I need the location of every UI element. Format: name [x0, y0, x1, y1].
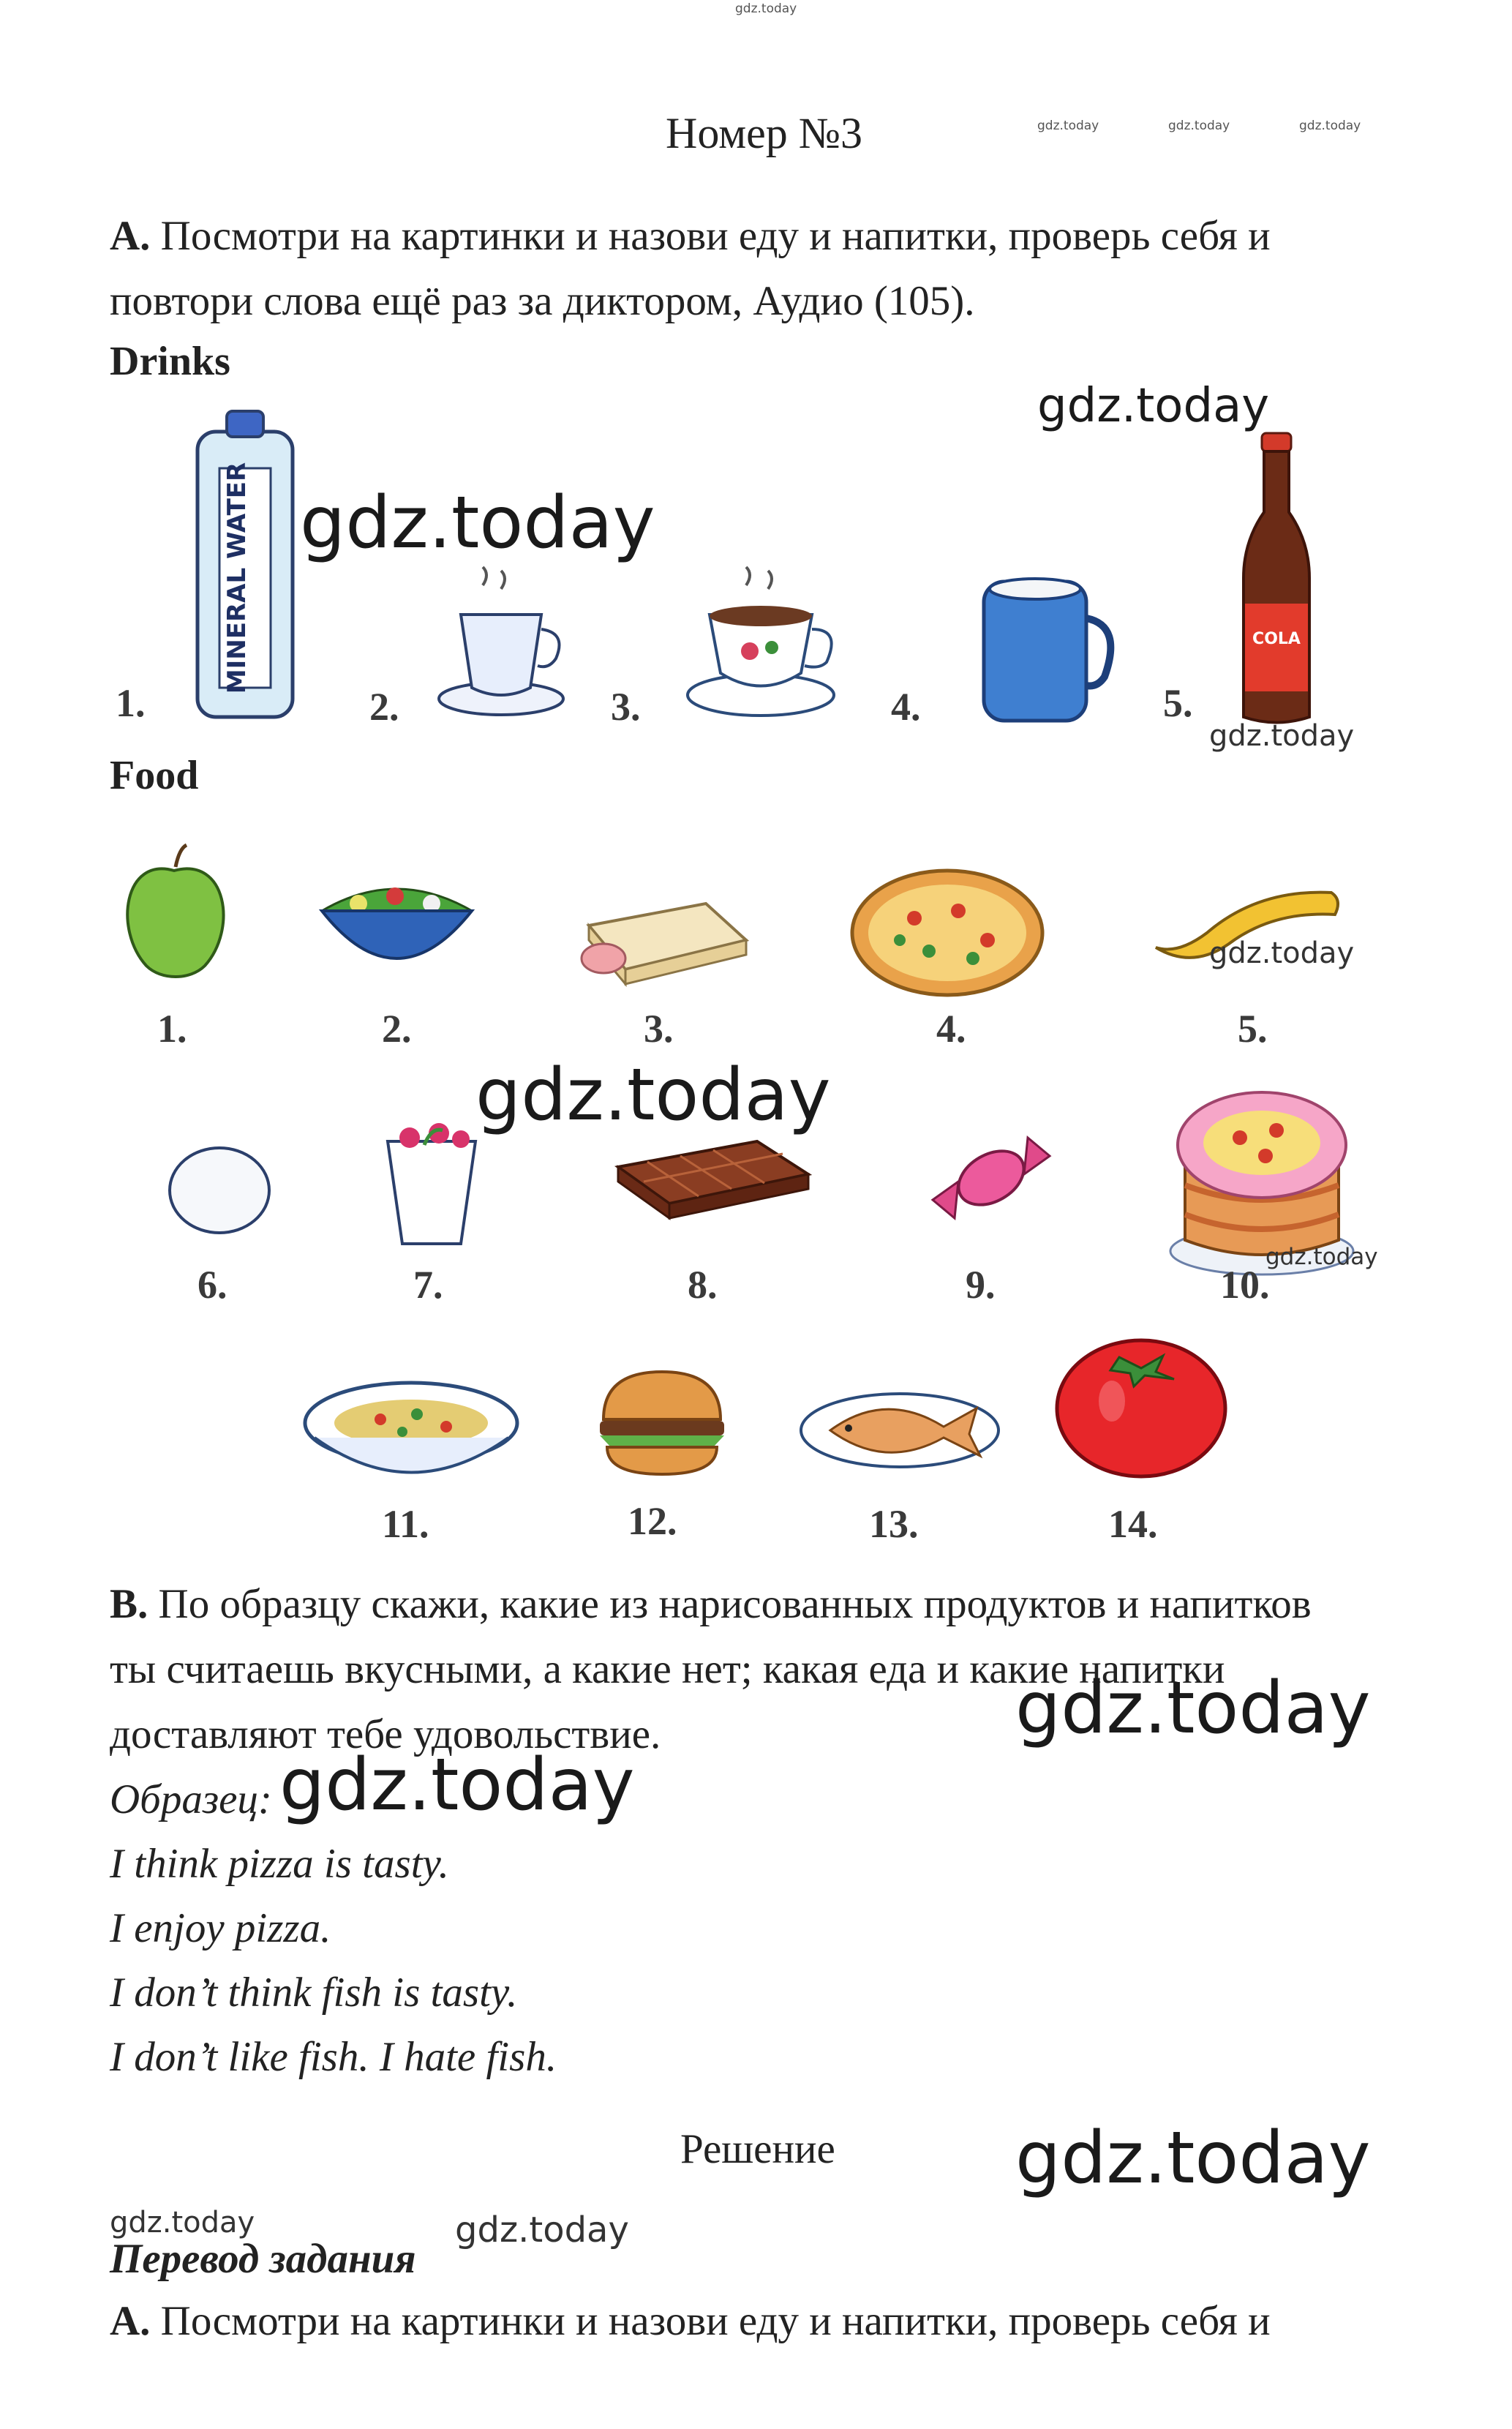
watermark-drinks-right: gdz.today: [1037, 379, 1270, 433]
yogurt-picture: [380, 1123, 483, 1251]
food-number-6: 6.: [198, 1263, 227, 1307]
watermark-drinks-center: gdz.today: [300, 481, 655, 565]
drinks-heading: Drinks: [110, 339, 230, 384]
food-number-9: 9.: [966, 1263, 996, 1307]
food-number-10: 10.: [1220, 1263, 1270, 1307]
food-number-4: 4.: [936, 1007, 966, 1051]
food-number-1: 1.: [157, 1007, 187, 1051]
candy-picture: [925, 1134, 1057, 1229]
fish-dish-picture: [797, 1390, 1002, 1471]
cola-bottle-picture: [1236, 432, 1317, 728]
food-number-11: 11.: [382, 1502, 429, 1546]
drink-number-2: 2.: [369, 685, 399, 729]
watermark-header-3: gdz.today: [1299, 119, 1361, 133]
watermark-task-b: gdz.today: [1015, 1667, 1371, 1750]
task-a-text: [110, 203, 1426, 334]
task-a-line1: Посмотри на картинки и назови еду и напитки, проверь себя и: [160, 213, 1271, 259]
task-b-line3: доставляют тебе удовольствие.: [110, 1711, 661, 1757]
food-number-12: 12.: [628, 1499, 677, 1543]
food-number-7: 7.: [413, 1263, 443, 1307]
food-number-2: 2.: [382, 1007, 412, 1051]
task-a-line2: повтори слова ещё раз за диктором, Аудио (105).: [110, 278, 975, 324]
drink-number-3: 3.: [611, 685, 641, 729]
food-number-3: 3.: [644, 1007, 674, 1051]
food-number-8: 8.: [688, 1263, 718, 1307]
watermark-solution: gdz.today: [1015, 2117, 1371, 2200]
food-number-5: 5.: [1238, 1007, 1268, 1051]
food-number-13: 13.: [869, 1502, 919, 1546]
drink-number-5: 5.: [1163, 681, 1193, 725]
tea-cup-picture: [432, 571, 571, 724]
sample-line-2: I enjoy pizza.: [110, 1905, 331, 1951]
watermark-food-center: gdz.today: [475, 1054, 831, 1137]
pizza-picture: [849, 867, 1046, 999]
milk-mug-picture: [973, 567, 1119, 728]
coffee-cup-picture: [680, 571, 841, 724]
mineral-water-bottle-picture: [187, 410, 304, 724]
sample-line-3: I don’t think fish is tasty.: [110, 1970, 518, 2016]
bottle-label: MINERAL WATER: [222, 462, 252, 694]
food-heading: Food: [110, 753, 199, 798]
watermark-sample: gdz.today: [279, 1743, 635, 1827]
watermark-left-bottom: gdz.today: [110, 2206, 255, 2240]
drink-number-4: 4.: [891, 685, 921, 729]
egg-picture: [165, 1145, 274, 1236]
hamburger-picture: [593, 1368, 731, 1478]
solution-line1: Посмотри на картинки и назови еду и напитки, проверь себя и: [160, 2298, 1271, 2344]
solution-text: [110, 2289, 1426, 2354]
watermark-header-2: gdz.today: [1168, 119, 1230, 133]
watermark-header-1: gdz.today: [1037, 119, 1099, 133]
cola-label: COLA: [1252, 630, 1301, 648]
watermark-banana: gdz.today: [1209, 936, 1355, 970]
translation-heading: Перевод задания: [110, 2236, 416, 2282]
sample-line-4: I don’t like fish. I hate fish.: [110, 2034, 557, 2080]
tomato-picture: [1053, 1328, 1229, 1478]
sample-label: Образец:: [110, 1776, 272, 1822]
sample-line-1: I think pizza is tasty.: [110, 1841, 449, 1887]
salad-picture: [315, 874, 479, 977]
watermark-top: gdz.today: [735, 1, 797, 16]
watermark-cola: gdz.today: [1209, 719, 1355, 753]
watermark-center-bottom: gdz.today: [455, 2210, 629, 2250]
task-b-line1: По образцу скажи, какие из нарисованных продуктов и напитков: [158, 1581, 1312, 1627]
sandwich-picture: [574, 896, 750, 991]
apple-picture: [117, 841, 230, 980]
task-b-label: B.: [110, 1581, 148, 1627]
watermark-cake: gdz.today: [1265, 1244, 1378, 1270]
page-title: Номер №3: [666, 109, 863, 157]
task-a-label: A.: [110, 213, 151, 259]
porridge-bowl-picture: [300, 1379, 523, 1485]
task-b-line2: ты считаешь вкусными, а какие нет; какая еда и какие напитки: [110, 1646, 1225, 1692]
food-number-14: 14.: [1108, 1502, 1158, 1546]
solution-label: A.: [110, 2298, 151, 2344]
solution-heading: Решение: [680, 2126, 835, 2172]
chocolate-bar-picture: [611, 1138, 816, 1222]
drink-number-1: 1.: [116, 681, 146, 725]
